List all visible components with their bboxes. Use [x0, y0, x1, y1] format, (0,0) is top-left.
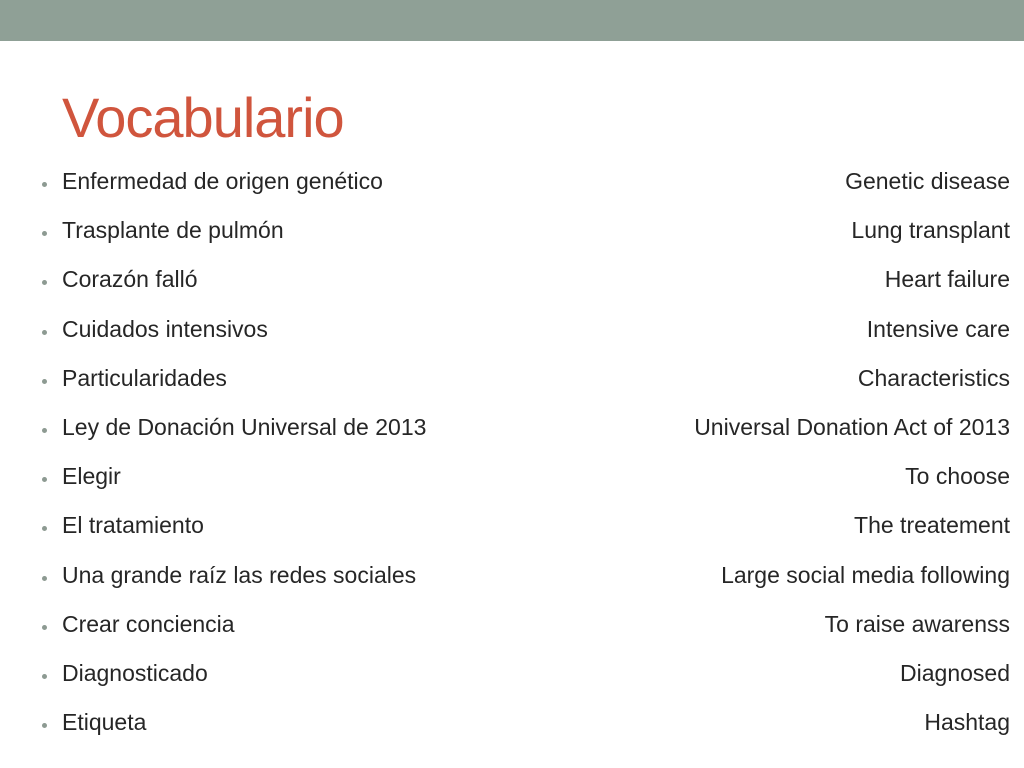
english-translation: Characteristics — [857, 364, 1010, 391]
spanish-term: Elegir — [62, 463, 121, 490]
bullet-icon — [42, 379, 47, 384]
spanish-term: Etiqueta — [62, 709, 147, 736]
spanish-term: Corazón falló — [62, 266, 198, 293]
vocab-item — [0, 600, 1024, 649]
spanish-term: Crear conciencia — [62, 610, 235, 637]
vocab-item — [0, 501, 1024, 550]
bullet-icon — [42, 625, 47, 630]
bullet-icon — [42, 526, 47, 531]
english-translation: Universal Donation Act of 2013 — [694, 413, 1010, 440]
bullet-icon — [42, 231, 47, 236]
spanish-term: Trasplante de pulmón — [62, 217, 284, 244]
vocab-item — [0, 157, 1024, 206]
bullet-icon — [42, 674, 47, 679]
vocab-item — [0, 698, 1024, 747]
english-translation: Hashtag — [924, 709, 1010, 736]
bullet-icon — [42, 182, 47, 187]
english-translation: Lung transplant — [851, 217, 1010, 244]
english-translation: Heart failure — [884, 266, 1010, 293]
bullet-icon — [42, 723, 47, 728]
spanish-term: Enfermedad de origen genético — [62, 168, 383, 194]
spanish-term: Ley de Donación Universal de 2013 — [62, 413, 427, 440]
english-translation: Intensive care — [866, 315, 1010, 342]
slide-title: Vocabulario — [62, 86, 344, 149]
vocabulary-list — [0, 157, 1024, 747]
vocab-item — [0, 255, 1024, 304]
bullet-icon — [42, 477, 47, 482]
bullet-icon — [42, 330, 47, 335]
english-translation: The treatement — [854, 512, 1010, 539]
english-translation: Large social media following — [721, 561, 1010, 588]
english-translation: To choose — [905, 463, 1010, 490]
bullet-icon — [42, 280, 47, 285]
bullet-icon — [42, 576, 47, 581]
vocab-item — [0, 649, 1024, 698]
spanish-term: Una grande raíz las redes sociales — [62, 561, 417, 588]
english-translation: To raise awarenss — [824, 610, 1010, 637]
spanish-term: Cuidados intensivos — [62, 315, 268, 342]
spanish-term: Diagnosticado — [62, 659, 208, 686]
spanish-term: Particularidades — [62, 364, 227, 391]
english-translation: Diagnosed — [900, 659, 1010, 686]
vocab-item — [0, 403, 1024, 452]
vocab-item — [0, 452, 1024, 501]
bullet-icon — [42, 428, 47, 433]
top-accent-bar — [0, 0, 1024, 41]
vocab-item — [0, 305, 1024, 354]
vocab-item — [0, 551, 1024, 600]
vocab-item — [0, 354, 1024, 403]
vocab-item — [0, 206, 1024, 255]
spanish-term: El tratamiento — [62, 512, 204, 539]
english-translation: Genetic disease — [845, 168, 1010, 194]
